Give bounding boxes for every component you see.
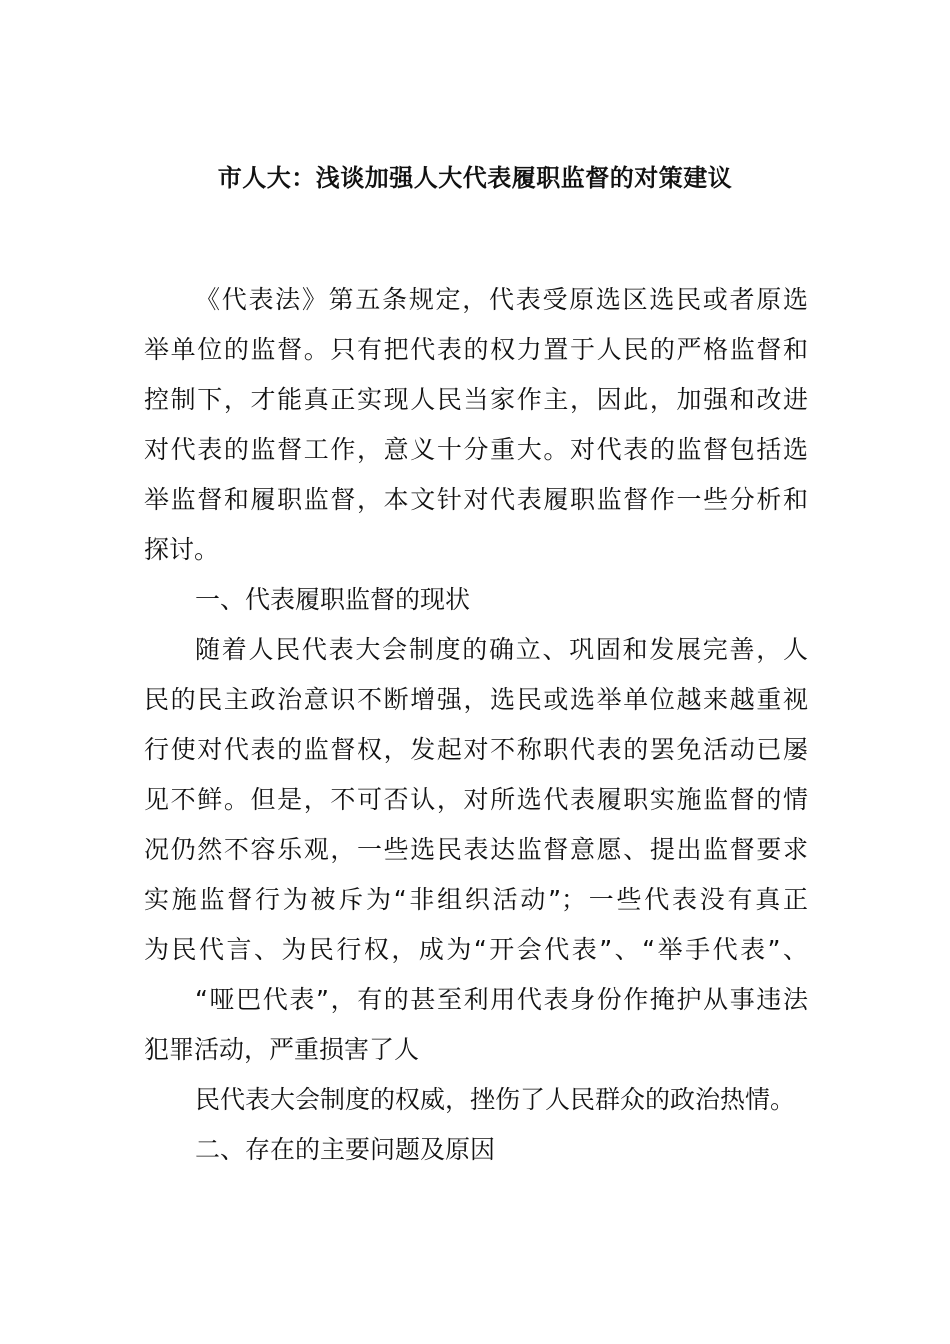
text-line: 《代表法》第五条规定，代表受原选区选民或者原选 [195,285,808,314]
text-line: 实施监督行为被斥为“非组织活动”；一些代表没有真正 [144,885,808,914]
text-line: 民代表大会制度的权威，挫伤了人民群众的政治热情。 [195,1085,796,1114]
text-line: 控制下，才能真正实现人民当家作主，因此，加强和改进 [144,385,808,414]
text-line: 举单位的监督。只有把代表的权力置于人民的严格监督和 [144,335,808,364]
text-line: 行使对代表的监督权，发起对不称职代表的罢免活动已屡 [144,735,808,764]
text-line: 民的民主政治意识不断增强，选民或选举单位越来越重视 [144,685,808,714]
text-line: 况仍然不容乐观，一些选民表达监督意愿、提出监督要求 [144,835,808,864]
text-line: 对代表的监督工作，意义十分重大。对代表的监督包括选 [144,435,808,464]
text-line: 为民代言、为民行权，成为“开会代表”、“举手代表”、 [144,935,808,964]
document-title: 市人大：浅谈加强人大代表履职监督的对策建议 [217,164,733,192]
text-line: 举监督和履职监督，本文针对代表履职监督作一些分析和 [144,485,808,514]
text-line: 犯罪活动，严重损害了人 [144,1035,420,1064]
text-line: 探讨。 [144,535,220,564]
text-line: “哑巴代表”，有的甚至利用代表身份作掩护从事违法 [195,985,808,1014]
text-line: 见不鲜。但是，不可否认，对所选代表履职实施监督的情 [144,785,808,814]
text-line: 一、代表履职监督的现状 [195,585,471,614]
text-line: 随着人民代表大会制度的确立、巩固和发展完善，人 [195,635,808,664]
text-line: 二、存在的主要问题及原因 [195,1135,496,1164]
document-body [144,275,808,1175]
